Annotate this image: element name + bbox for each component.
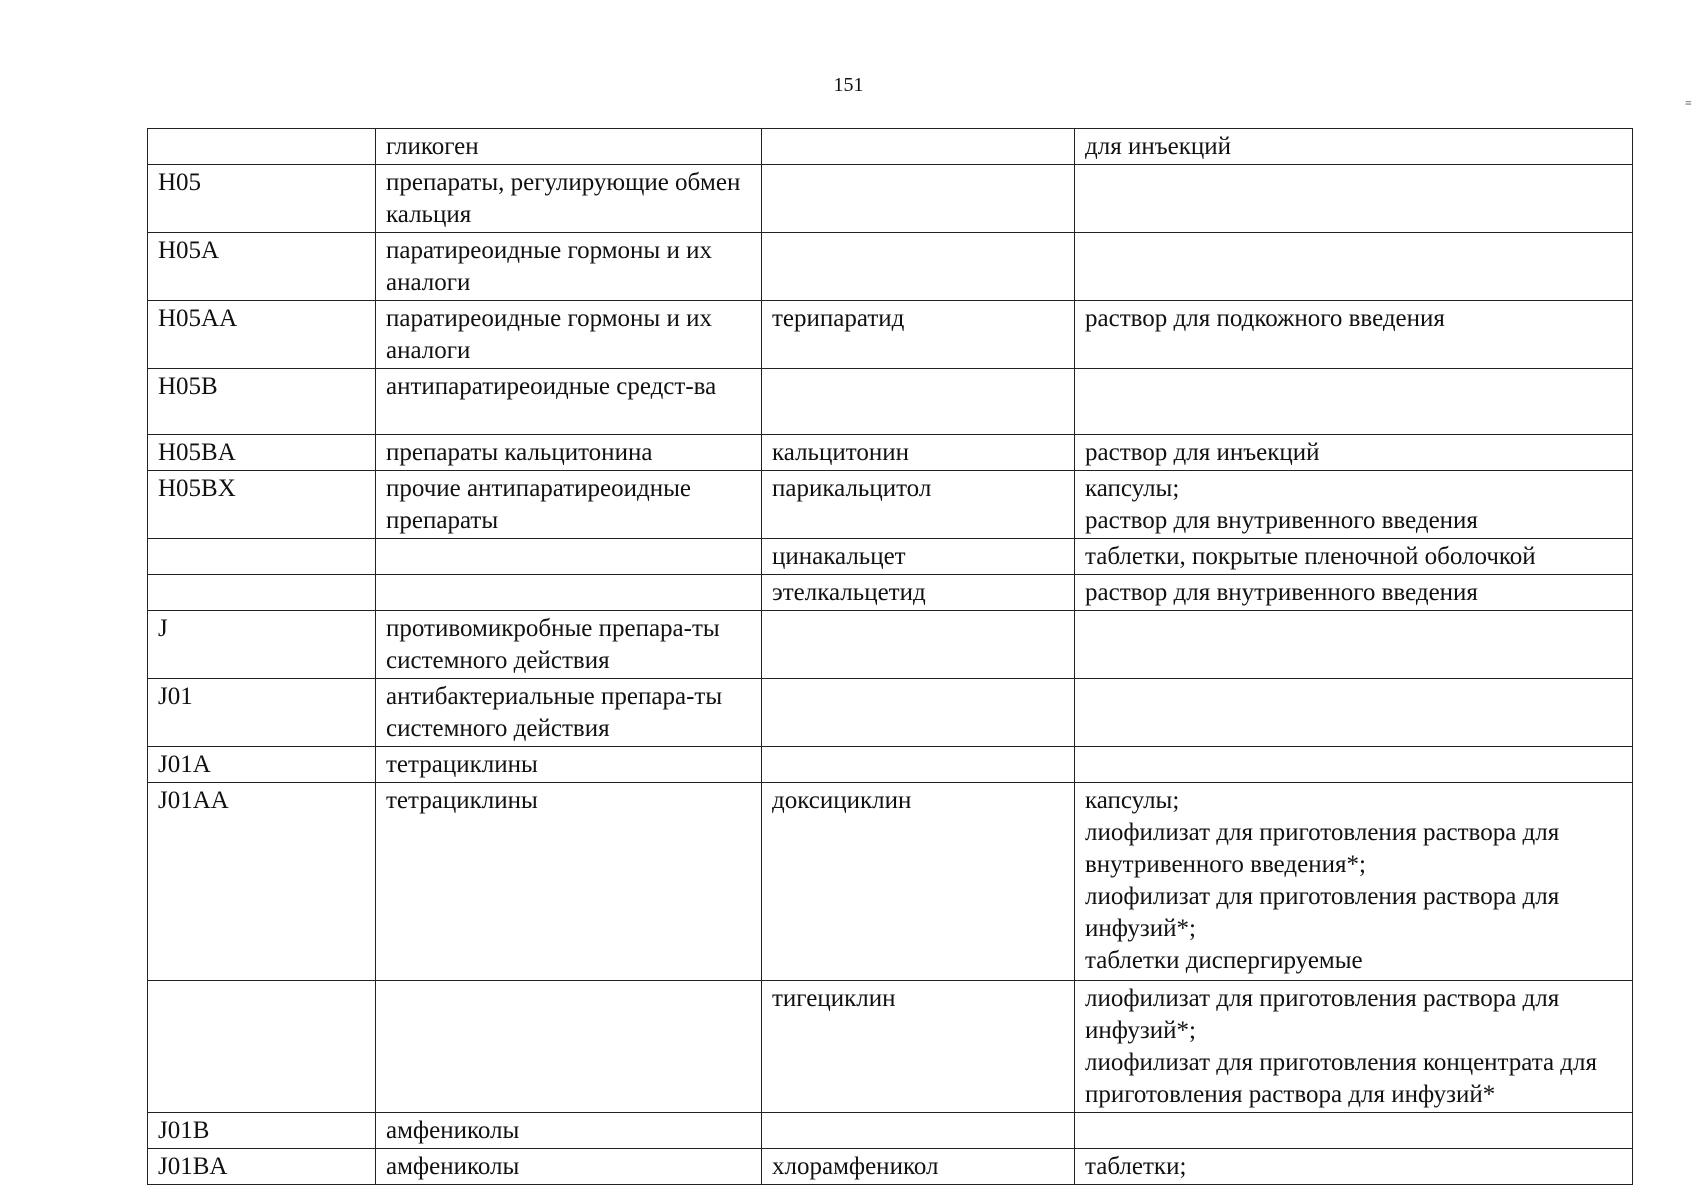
dosage-form-line: раствор для подкожного введения [1085,305,1445,332]
drug-name-cell: хлорамфеникол [762,1149,1075,1185]
group-name-cell: антипаратиреоидные средст-ва [376,369,762,435]
group-name-cell: препараты кальцитонина [376,435,762,471]
atc-code-cell: J01BA [148,1149,376,1185]
drug-name-cell: кальцитонин [762,435,1075,471]
dosage-form-line: лиофилизат для приготовления раствора для инфузий*; [1085,883,1560,942]
dosage-form-cell [1075,611,1633,679]
atc-code-cell: H05B [148,369,376,435]
group-name-cell: паратиреоидные гормоны и их аналоги [376,233,762,301]
dosage-form-line: капсулы; [1085,475,1180,502]
table-row [148,783,1633,981]
atc-code-cell: H05 [148,165,376,233]
dosage-form-line: таблетки, покрытые пленочной оболочкой [1085,543,1536,570]
page-number: 151 [833,74,864,96]
drug-table [147,128,1633,1185]
table-row [148,165,1633,233]
atc-code-cell: J01 [148,679,376,747]
dosage-form-line: лиофилизат для приготовления раствора для инфузий*; [1085,985,1560,1044]
drug-name-cell [762,1113,1075,1149]
group-name-cell: противомикробные препара-ты системного действия [376,611,762,679]
edge-mark: ≡ [1685,96,1692,110]
drug-name-cell: тигециклин [762,981,1075,1113]
dosage-form-cell [1075,539,1633,575]
atc-code-cell: J01B [148,1113,376,1149]
table-row [148,981,1633,1113]
atc-code-cell: J01AA [148,783,376,981]
dosage-form-line: раствор для внутривенного введения [1085,579,1478,606]
drug-name-cell [762,369,1075,435]
dosage-form-cell [1075,783,1633,981]
group-name-cell: амфениколы [376,1113,762,1149]
drug-name-cell [762,679,1075,747]
table-row [148,747,1633,783]
dosage-form-cell [1075,1113,1633,1149]
atc-code-cell: J01A [148,747,376,783]
atc-code-cell [148,129,376,165]
group-name-cell: препараты, регулирующие обмен кальция [376,165,762,233]
group-name-cell [376,575,762,611]
table-row [148,129,1633,165]
table-row [148,679,1633,747]
atc-code-cell: J [148,611,376,679]
dosage-form-line: лиофилизат для приготовления раствора для внутривенного введения*; [1085,819,1560,878]
dosage-form-cell [1075,129,1633,165]
atc-code-cell [148,539,376,575]
dosage-form-cell [1075,233,1633,301]
atc-code-cell: H05A [148,233,376,301]
dosage-form-cell [1075,435,1633,471]
drug-name-cell: цинакальцет [762,539,1075,575]
atc-code-cell: H05BX [148,471,376,539]
group-name-cell: амфениколы [376,1149,762,1185]
dosage-form-cell [1075,165,1633,233]
atc-code-cell: H05AA [148,301,376,369]
drug-name-cell [762,611,1075,679]
table-row [148,233,1633,301]
dosage-form-cell [1075,1149,1633,1185]
table-row [148,435,1633,471]
dosage-form-cell [1075,981,1633,1113]
drug-name-cell [762,165,1075,233]
dosage-form-cell [1075,575,1633,611]
table-row [148,471,1633,539]
dosage-form-line: таблетки диспергируемые [1085,947,1363,974]
table-row [148,301,1633,369]
group-name-cell: гликоген [376,129,762,165]
atc-code-cell: H05BA [148,435,376,471]
drug-name-cell: этелкальцетид [762,575,1075,611]
dosage-form-line: раствор для внутривенного введения [1085,507,1478,534]
group-name-cell [376,539,762,575]
table-row [148,539,1633,575]
table-row [148,1113,1633,1149]
table-row [148,369,1633,435]
drug-name-cell [762,747,1075,783]
group-name-cell: антибактериальные препара-ты системного действия [376,679,762,747]
drug-name-cell [762,129,1075,165]
dosage-form-line: таблетки; [1085,1153,1187,1180]
atc-code-cell [148,575,376,611]
dosage-form-cell [1075,679,1633,747]
dosage-form-cell [1075,369,1633,435]
group-name-cell: тетрациклины [376,783,762,981]
dosage-form-cell [1075,301,1633,369]
dosage-form-line: лиофилизат для приготовления концентрата для приготовления раствора для инфузий* [1085,1049,1597,1108]
dosage-form-line: раствор для инъекций [1085,439,1320,466]
drug-name-cell: терипаратид [762,301,1075,369]
group-name-cell: прочие антипаратиреоидные препараты [376,471,762,539]
table-row [148,611,1633,679]
group-name-cell: тетрациклины [376,747,762,783]
dosage-form-line: для инъекций [1085,133,1232,160]
dosage-form-cell [1075,471,1633,539]
drug-name-cell: парикальцитол [762,471,1075,539]
group-name-cell [376,981,762,1113]
drug-name-cell [762,233,1075,301]
table-row [148,575,1633,611]
atc-code-cell [148,981,376,1113]
table-row [148,1149,1633,1185]
group-name-cell: паратиреоидные гормоны и их аналоги [376,301,762,369]
drug-name-cell: доксициклин [762,783,1075,981]
dosage-form-cell [1075,747,1633,783]
dosage-form-line: капсулы; [1085,787,1180,814]
